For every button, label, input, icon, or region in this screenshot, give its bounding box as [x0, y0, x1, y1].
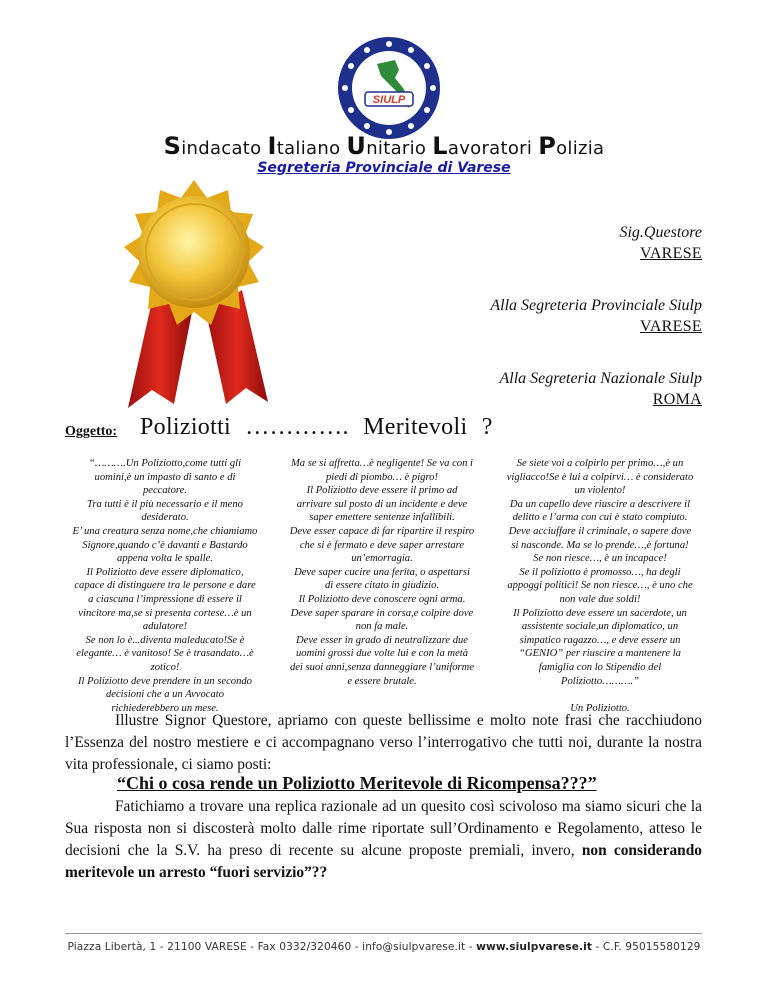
poem-line: non vale due soldi!	[559, 593, 641, 605]
footer-website-link[interactable]: www.siulpvarese.it	[476, 941, 593, 953]
poem-line: famiglia con lo Stipendio del	[538, 661, 662, 673]
medal-image	[88, 172, 300, 412]
body-paragraph-1: Illustre Signor Questore, apriamo con queste bellissime e molto note frasi che racchiudono l’Essenza del nostro mestiere e ci accompagnano verso l’interrogativo che tutti noi, durante la nostra vita professionale, ci siamo posti:	[65, 712, 702, 773]
poem-line: uomini grossi due volte lui e con la metà	[295, 648, 469, 660]
logo-text: SIULP	[372, 94, 406, 106]
poem-line: Il Poliziotto deve conoscere ogni arma.	[298, 593, 466, 605]
poem-line: elegante… è vanitoso! Se è trasandato…è	[76, 648, 254, 660]
poem-line: si nasconde. Ma se lo prende…,è fortuna!	[511, 539, 689, 551]
poem-line: un violento!	[574, 485, 626, 497]
poem-line: E’ una creatura senza nome,che chiamiamo	[72, 525, 258, 537]
poem-signature: Un Poliziotto.	[570, 702, 630, 714]
organization-name: Sindacato Italiano Unitario Lavoratori Polizia	[163, 132, 605, 160]
poem-line: zotico!	[150, 661, 180, 673]
recipients-block	[490, 222, 702, 441]
poem-line: saper emettere sentenze infallibili.	[309, 512, 455, 524]
emphasis-text: non considerando meritevole un arresto “fuori servizio”??	[65, 842, 702, 881]
poem-line: Deve esser capace di far ripartire il respiro	[289, 525, 475, 537]
poem-line: assistente sociale,un diplomatico, un	[521, 621, 679, 633]
poem-line: Ma se si affretta…è negligente! Se va con i	[290, 458, 473, 469]
poem-line: Se non lo è...diventa maleducato!Se è	[85, 634, 245, 646]
poem-line: richiederebbero un mese.	[111, 702, 219, 714]
poem-column-2	[282, 457, 482, 688]
poem-line: adulatore!	[142, 621, 188, 633]
poem-line: delitto e l’arma con cui è stato compiuto.	[512, 512, 688, 524]
footer	[0, 941, 768, 953]
siulp-logo	[337, 36, 441, 140]
poem-line: “GENIO” per riuscire a mantenere la	[519, 648, 681, 660]
poem-line: Signore,quando c’è davanti e Bastardo	[82, 539, 248, 551]
poem-column-1	[65, 457, 265, 715]
footer-divider	[65, 933, 702, 934]
subject-text: Poliziotti …………. Meritevoli ?	[140, 414, 493, 440]
footer-fiscal-code: - C.F. 95015580129	[592, 941, 701, 953]
footer-address: Piazza Libertà, 1 - 21100 VARESE - Fax 0332/320460 - info@siulpvarese.it -	[67, 941, 477, 953]
question-heading: “Chi o cosa rende un Poliziotto Meritevole di Ricompensa???”	[117, 773, 597, 793]
poem-line: a ciascuna l’impressione di essere il	[88, 593, 242, 605]
poem-line: che si è fermato e deve saper arrestare	[299, 539, 465, 551]
recipient: Alla Segreteria Provinciale Siulp VARESE	[490, 297, 702, 335]
poem-line: e essere brutale.	[347, 675, 417, 687]
poem-line: non fa male.	[355, 621, 409, 633]
poem-line: Se il poliziotto è promosso…, ha degli	[519, 566, 681, 578]
poem-line: decisioni che a un Avvocato	[105, 689, 225, 701]
poem-line: Da un capello deve riuscire a descrivere il	[509, 498, 691, 510]
poem-line: Se siete voi a colpirlo per primo…,è un	[516, 458, 684, 469]
poem-line: uomini,è un impasto di santo e di	[94, 471, 236, 483]
poem-line: Il Poliziotto deve essere il primo ad	[306, 485, 458, 497]
poem-line: desiderato.	[141, 512, 189, 524]
poem-line: Il Poliziotto deve prendere in un secondo	[78, 675, 252, 687]
poem-line: Se non riesce…, è un incapace!	[533, 553, 667, 565]
poem-line: vincitore ma,se si presenta cortese…è un	[78, 607, 252, 619]
poem-line: Deve acciuffare il criminale, o sapere dove	[508, 525, 692, 537]
body-paragraph-2: Fatichiamo a trovare una replica razionale ad un quesito così scivoloso ma siamo sicuri che la Sua risposta non si discosterà molto dalle rime riportate sull’Ordinamento e Regolamento, atteso le decisioni che la S.V. ha preso di recente su alcune proposte premiali, invero, non considerando meritevole un arresto “fuori servizio”??	[65, 798, 702, 881]
poem-line: di essere citato in giudizio.	[324, 580, 440, 592]
poem-line: vigliacco!Se è lui a colpirvi… è considerato	[506, 471, 694, 483]
poem-line: un’emorragia.	[351, 553, 413, 565]
poem-line: Tra tutti è il più necessario e il meno	[87, 498, 243, 510]
poem-line: arrivare sul posto di un incidente e deve	[296, 498, 468, 510]
recipient: Sig.Questore VARESE	[619, 224, 702, 262]
poem-line: “……….Un Poliziotto,come tutti gli	[88, 458, 242, 469]
poem-line: Poliziotto……….”	[561, 675, 639, 687]
poem-line: simpatico ragazzo…, e deve essere un	[519, 634, 681, 646]
recipient: Alla Segreteria Nazionale Siulp ROMA	[499, 370, 702, 408]
organization-subtitle: Segreteria Provinciale di Varese	[257, 160, 511, 176]
poem-line: Il Poliziotto deve essere un sacerdote, un	[513, 607, 687, 619]
poem-line: Deve saper cucire una ferita, o aspettarsi	[294, 566, 470, 578]
poem-line: Deve saper sparare in corsa,e colpire dove	[290, 607, 474, 619]
subject-label: Oggetto:	[65, 424, 118, 439]
poem-line: dei suoi anni,senza danneggiare l’uniforme	[289, 661, 475, 673]
poem-column-3	[500, 457, 700, 715]
poem-line: Deve esser in grado di neutralizzare due	[295, 634, 469, 646]
poem-line: Il Poliziotto deve essere diplomatico,	[86, 566, 244, 578]
poem-line: capace di distinguere tra le persone e dare	[74, 580, 256, 592]
poem-line: piedi di piombo… è pigro!	[325, 471, 438, 483]
poem-line: peccatore.	[142, 485, 188, 497]
poem-line: appena volta le spalle.	[117, 553, 213, 565]
poem-line: appoggi politici! Se non riesce…, è uno che	[507, 580, 693, 592]
